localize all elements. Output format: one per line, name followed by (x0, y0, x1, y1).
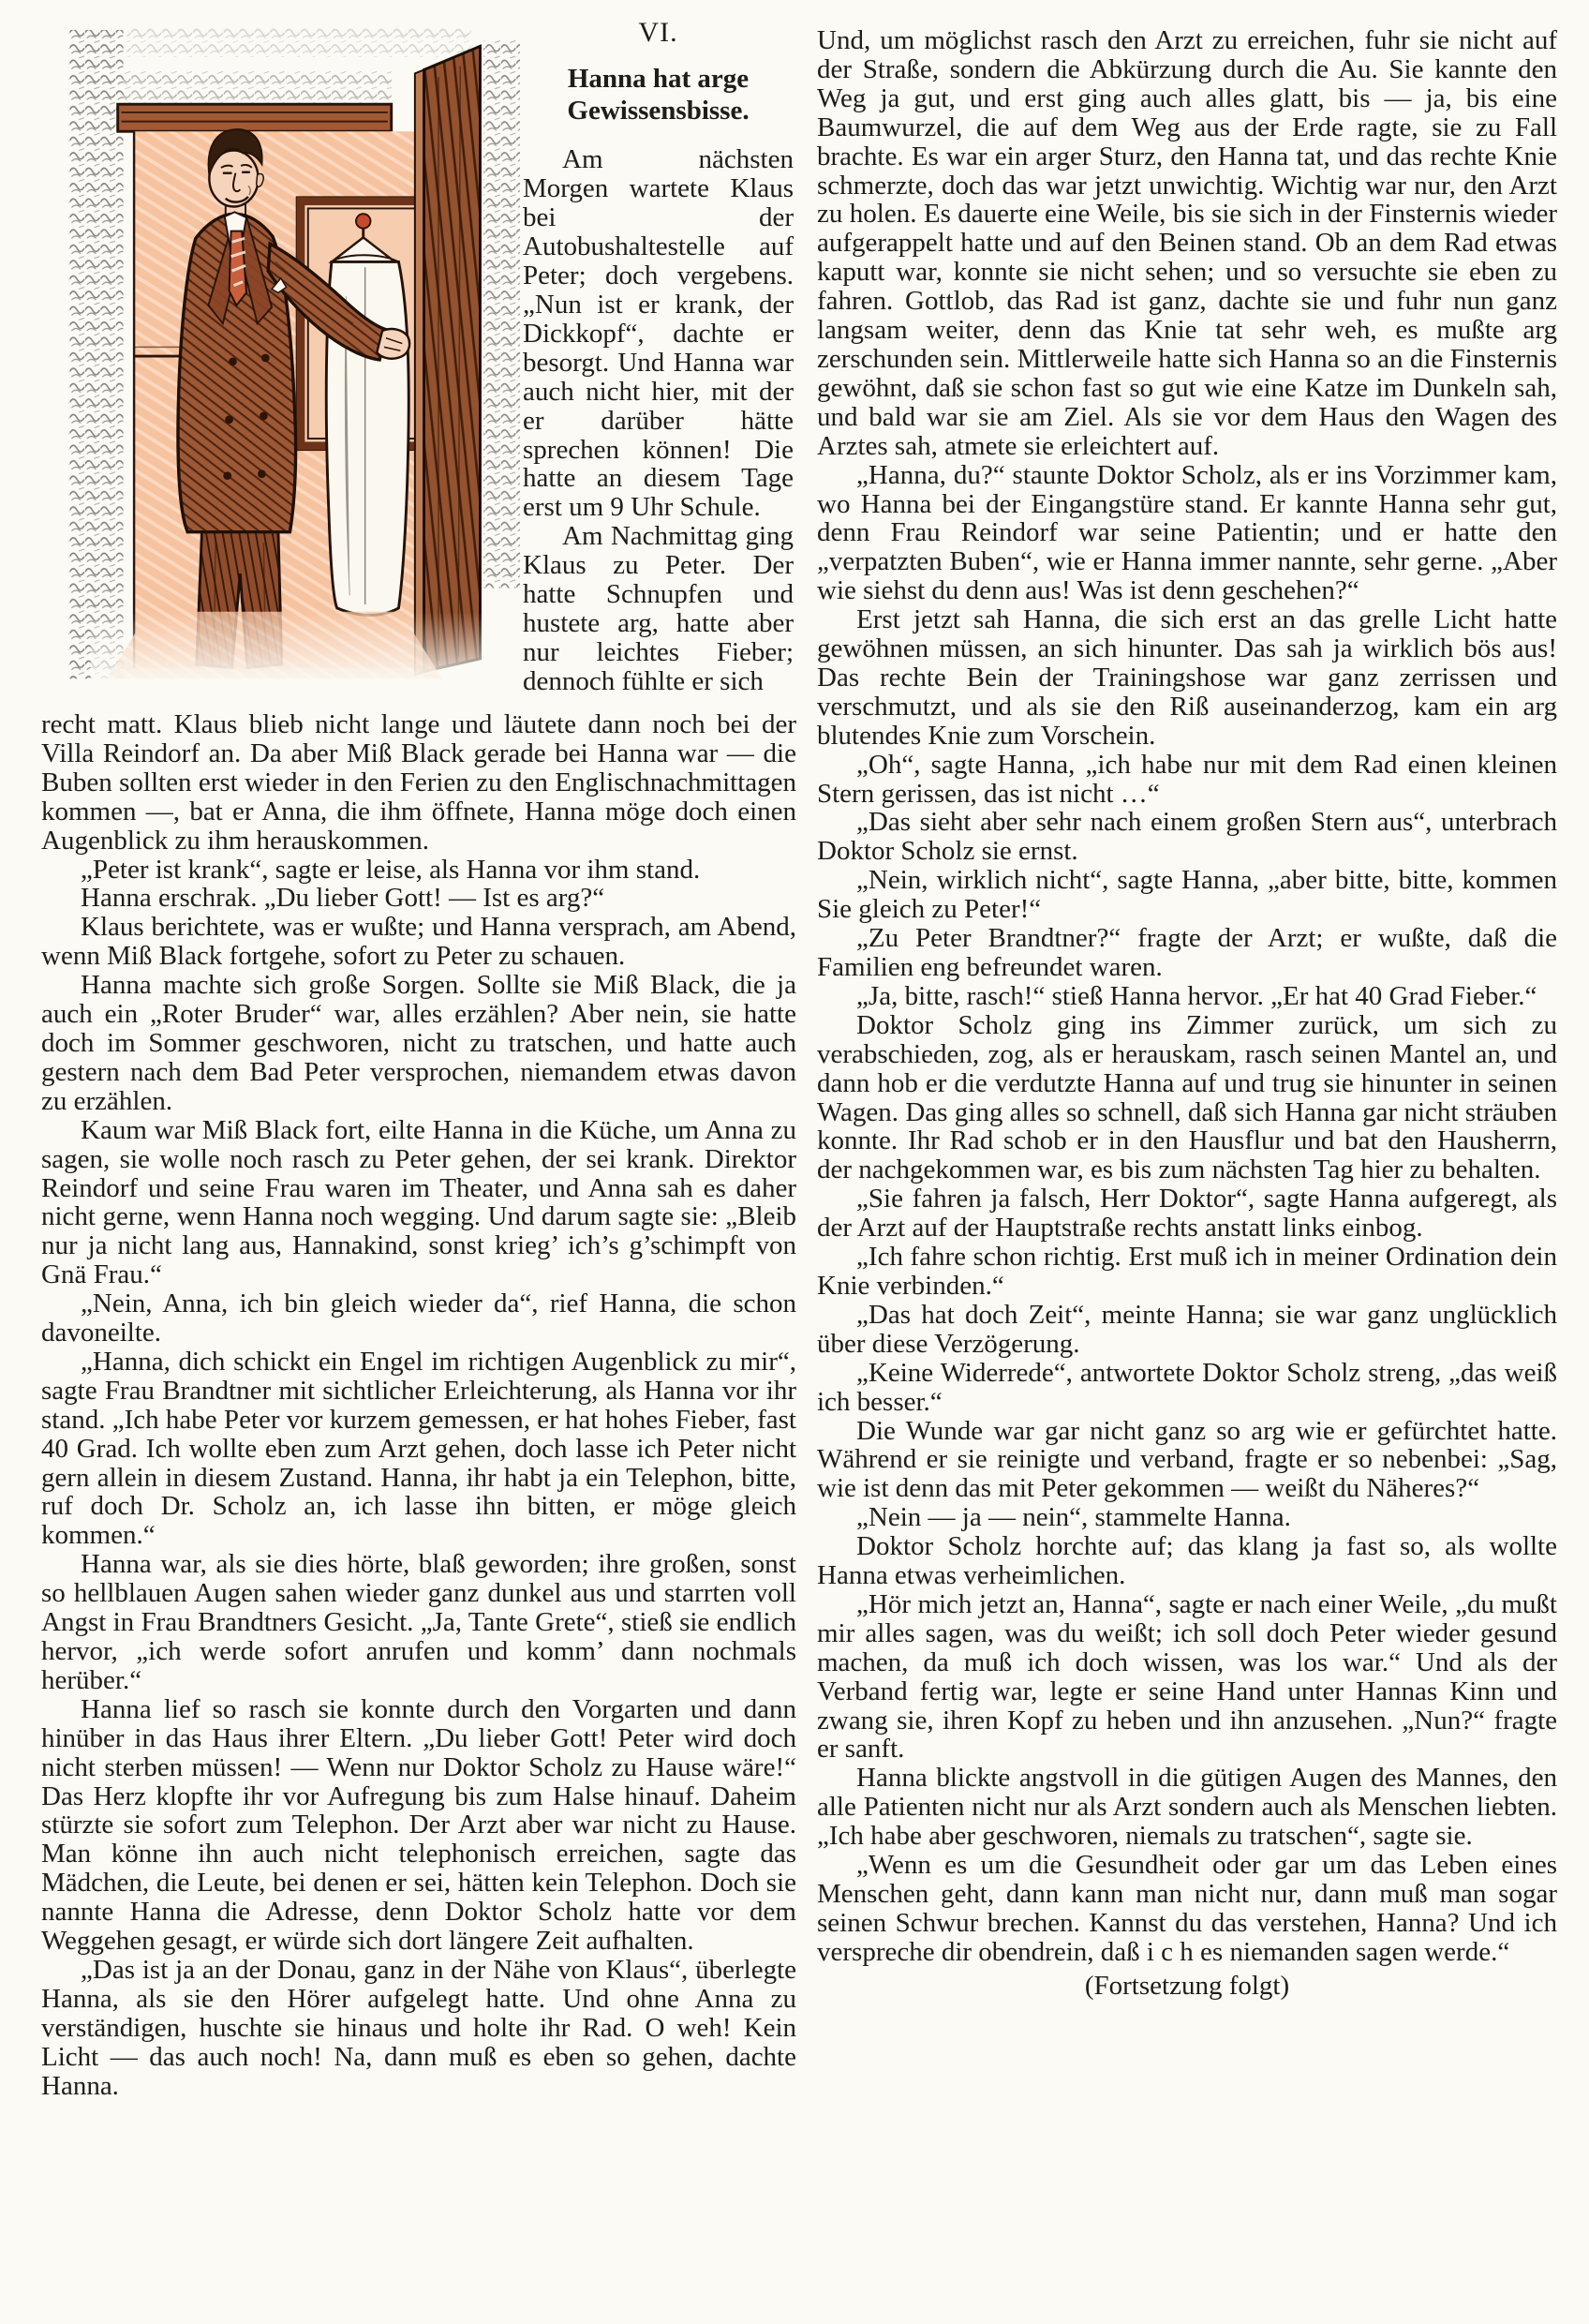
paragraph: „Nein, Anna, ich bin gleich wieder da“, rief Hanna, die schon davoneilte. (41, 1289, 796, 1348)
paragraph: „Zu Peter Brandtner?“ fragte der Arzt; er wußte, daß die Familien eng befreundet waren. (817, 923, 1557, 982)
paragraph: Klaus berichtete, was er wußte; und Hanna versprach, am Abend, wenn Miß Black fortgehe, sofort zu Peter zu schauen. (41, 912, 796, 972)
continuation-note: (Fortsetzung folgt) (1084, 1970, 1290, 2001)
paragraph: Erst jetzt sah Hanna, die sich erst an das grelle Licht hatte gewöhnen müssen, an sich hinunter. Das sah ja wirklich bös aus! Das rechte Bein der Trainingshose war ganz zerrissen und verschmutzt, und als sie den Riß auseinanderzog, kam ein arg blutendes Knie zum Vorschein. (817, 604, 1557, 751)
chapter-head-block (41, 13, 796, 707)
wall-shading-top (123, 69, 391, 104)
paragraph: Und, um möglichst rasch den Arzt zu erreichen, fuhr sie nicht auf der Straße, sondern die Abkürzung durch die Au. Sie kannte den Weg ja gut, und erst ging auch alles glatt, bis — ja, bis eine Baumwurzel, die auf dem Weg aus der Erde ragte, sie zu Fall brachte. Es war ein arger Sturz, den Hanna tat, und das rechte Knie schmerzte, doch das war jetzt unwichtig. Wichtig war nur, den Arzt zu holen. Es dauerte eine Weile, bis sie sich in der Finsternis wieder aufgerappelt hatte und auf den Beinen stand. Ob an dem Rad etwas kaputt war, konnte sie nicht sehen; und so versuchte sie eben zu fahren. Gottlob, das Rad ist ganz, dachte sie und fuhr nun ganz langsam weiter, denn das Knie tat sehr weh, es mußte arg zerschunden sein. Mittlerweile hatte sich Hanna so an die Finsternis gewöhnt, daß sie schon fast so gut wie eine Katze im Dunkeln sah, und bald war sie am Ziel. Als sie vor dem Haus den Wagen des Arztes sah, atmete sie erleichtert auf. (817, 25, 1557, 461)
doorway-illustration (54, 13, 521, 702)
paragraph: „Wenn es um die Gesundheit oder gar um das Leben eines Menschen geht, dann kann man nicht nur, dann muß man sogar seinen Schwur brechen. Kannst du das verstehen, Hanna? Und ich verspreche dir obendrein, daß i c h es niemanden sagen werde.“ (817, 1850, 1557, 1967)
paragraph: „Das hat doch Zeit“, meinte Hanna; sie war ganz unglücklich über diese Verzögerung. (817, 1299, 1557, 1359)
paragraph: Kaum war Miß Black fort, eilte Hanna in die Küche, um Anna zu sagen, sie wolle noch rasch zu Peter gehen, der sei krank. Direktor Reindorf und seine Frau waren im Theater, und Anna sah es daher nicht gerne, wenn Hanna noch wegging. Und darum sagte sie: „Bleib nur ja nicht lang aus, Hannakind, sonst krieg’ ich’s g’schimpft von Gnä Frau.“ (41, 1114, 796, 1290)
paragraph: „Keine Widerrede“, antwortete Doktor Scholz streng, „das weiß ich besser.“ (817, 1357, 1557, 1417)
chapter-title: Hanna hat arge Gewissensbisse. (567, 64, 750, 127)
paragraph: „Sie fahren ja falsch, Herr Doktor“, sagte Hanna aufgeregt, als der Arzt auf der Hauptstraße rechts anstatt links einbog. (817, 1184, 1557, 1244)
paragraph: „Hanna, dich schickt ein Engel im richtigen Augenblick zu mir“, sagte Frau Brandtner mit sichtlicher Erleichterung, als Hanna vor ihr stand. „Ich habe Peter vor kurzem gemessen, er hat hohes Fieber, fast 40 Grad. Ich wollte eben zum Arzt gehen, doch lasse ich Peter nicht gern allein in diesem Zustand. Hanna, ihr habt ja ein Telephon, bitte, ruf doch Dr. Scholz an, ich lasse ihn bitten, er möge gleich kommen.“ (41, 1346, 796, 1551)
chapter-number: VI. (638, 17, 678, 48)
paragraph: Doktor Scholz ging ins Zimmer zurück, um sich zu verabschieden, zog, als er herauskam, rasch seinen Mantel an, und dann hob er die verdutzte Hanna auf und trug sie hinunter in seinen Wagen. Das ging alles so schnell, daß sich Hanna gar nicht sträuben konnte. Ihr Rad schob er in den Hausflur und bat den Hausherrn, der nachgekommen war, es bis zum nächsten Tag hier zu behalten. (817, 1009, 1557, 1185)
paragraph: Am nächsten Morgen wartete Klaus bei der Autobushaltestelle auf Peter; doch vergebens. „Nun ist er krank, der Dickkopf“, dachte er besorgt. Und Hanna war auch nicht hier, mit der er darüber hätte sprechen können! Die hatte an diesem Tage erst um 9 Uhr Schule. (523, 144, 794, 523)
narrow-paragraphs (523, 145, 794, 695)
man-hand (377, 329, 409, 359)
paragraph: „Nein — ja — nein“, stammelte Hanna. (856, 1502, 1291, 1533)
paragraph: Hanna machte sich große Sorgen. Sollte sie Miß Black, die ja auch ein „Roter Bruder“ war, alles erzählen? Aber nein, sie hatte doch im Sommer geschworen, nicht zu tratschen, und hatte auch gestern nach dem Bad Peter versprochen, niemandem etwas davon zu erzählen. (41, 970, 796, 1116)
paragraph: „Ich fahre schon richtig. Erst muß ich in meiner Ordination dein Knie verbinden.“ (817, 1242, 1557, 1301)
paragraph: Die Wunde war gar nicht ganz so arg wie er gefürchtet hatte. Während er sie reinigte und verband, fragte er so nebenbei: „Sag, wie ist denn das mit Peter gekommen — weißt du Näheres?“ (817, 1415, 1557, 1504)
wall-shading-right (483, 39, 520, 588)
paragraph: „Oh“, sagte Hanna, „ich habe nur mit dem Rad einen kleinen Stern gerissen, das ist nicht …“ (817, 749, 1557, 809)
paragraph: Hanna war, als sie dies hörte, blaß geworden; ihre großen, sonst so hellblauen Augen sahen wieder ganz dunkel aus und starrten voll Angst in Frau Brandtners Gesicht. „Ja, Tante Grete“, stieß sie endlich hervor, „ich werde sofort anrufen und komm’ dann nochmals herüber.“ (41, 1549, 796, 1695)
paragraph: Doktor Scholz horchte auf; das klang ja fast so, als wollte Hanna etwas verheimlichen. (817, 1531, 1557, 1591)
paragraph: Hanna blickte angstvoll in die gütigen Augen des Mannes, den alle Patienten nicht nur als Arzt sondern auch als Menschen liebten. „Ich habe aber geschworen, niemals zu tratschen“, sagte sie. (817, 1763, 1557, 1852)
narrow-text-column (523, 13, 794, 707)
paragraph: „Nein, wirklich nicht“, sagte Hanna, „aber bitte, bitte, kommen Sie gleich zu Peter!“ (817, 865, 1557, 925)
paragraph: Am Nachmittag ging Klaus zu Peter. Der hatte Schnupfen und hustete arg, hatte aber nur leichtes Fieber; dennoch fühlte er sich (523, 521, 794, 696)
paragraph: Hanna erschrak. „Du lieber Gott! — Ist es arg?“ (81, 883, 605, 914)
left-column-text (41, 710, 796, 2101)
paragraph: „Hanna, du?“ staunte Doktor Scholz, als er ins Vorzimmer kam, wo Hanna bei der Eingangstüre stand. Er kannte Hanna sehr gut, denn Frau Reindorf war seine Patientin; und er hatte den „verpatzten Buben“, wie er Hanna immer nannte, sehr gerne. „Aber wie siehst du denn aus! Was ist denn geschehen?“ (817, 459, 1557, 606)
paragraph: „Das ist ja an der Donau, ganz in der Nähe von Klaus“, überlegte Hanna, als sie den Hörer aufgelegt hatte. Und ohne Anna zu verständigen, huschte sie hinaus und holte ihr Rad. O weh! Kein Licht — das auch noch! Na, dann muß es eben so gehen, dachte Hanna. (41, 1954, 796, 2101)
illustration-container (54, 13, 521, 707)
paragraph: recht matt. Klaus blieb nicht lange und läutete dann noch bei der Villa Reindorf an. Da aber Miß Black gerade bei Hanna war — die Buben sollten erst wieder in den Ferien zu den Englischnachmittagen kommen —, bat er Anna, die ihm öffnete, Hanna möge doch einen Augenblick zu ihm herauskommen. (41, 709, 796, 856)
left-column (41, 13, 796, 2309)
paragraph: Hanna lief so rasch sie konnte durch den Vorgarten und dann hinüber in das Haus ihrer Eltern. „Du lieber Gott! Peter wird doch nicht sterben müssen! — Wenn nur Doktor Scholz zu Hause wäre!“ Das Herz klopfte ihr vor Aufregung bis zum Halse hinauf. Daheim stürzte sie sofort zum Telephon. Der Arzt aber war nicht zu Hause. Man könne ihn auch nicht telephonisch erreichen, sagte das Mädchen, die Leute, bei denen er sei, hätten kein Telephon. Doch sie nannte Hanna die Adresse, denn Doktor Scholz hatte vor dem Weggehen gesagt, er würde sich dort längere Zeit aufhalten. (41, 1693, 796, 1957)
wall-shading-left (68, 30, 123, 678)
door-lintel (118, 104, 392, 131)
paragraph: „Peter ist krank“, sagte er leise, als Hanna vor ihm stand. (81, 854, 701, 885)
open-door (415, 46, 481, 675)
right-column (817, 13, 1557, 2309)
paragraph: „Hör mich jetzt an, Hanna“, sagte er nach einer Weile, „du mußt mir alles sagen, was du weißt; ich soll doch Peter wieder gesund machen, da muß ich doch wissen, was los war.“ Und als der Verband fertig war, legte er seine Hand unter Hannas Kinn und zwang sie, ihren Kopf zu heben und ihn anzusehen. „Nun?“ fragte er sanft. (817, 1588, 1557, 1765)
right-column-text (817, 26, 1557, 1967)
paragraph: „Ja, bitte, rasch!“ stieß Hanna hervor. „Er hat 40 Grad Fieber.“ (856, 980, 1537, 1011)
paragraph: „Das sieht aber sehr nach einem großen Stern aus“, unterbrach Doktor Scholz sie ernst. (817, 807, 1557, 867)
